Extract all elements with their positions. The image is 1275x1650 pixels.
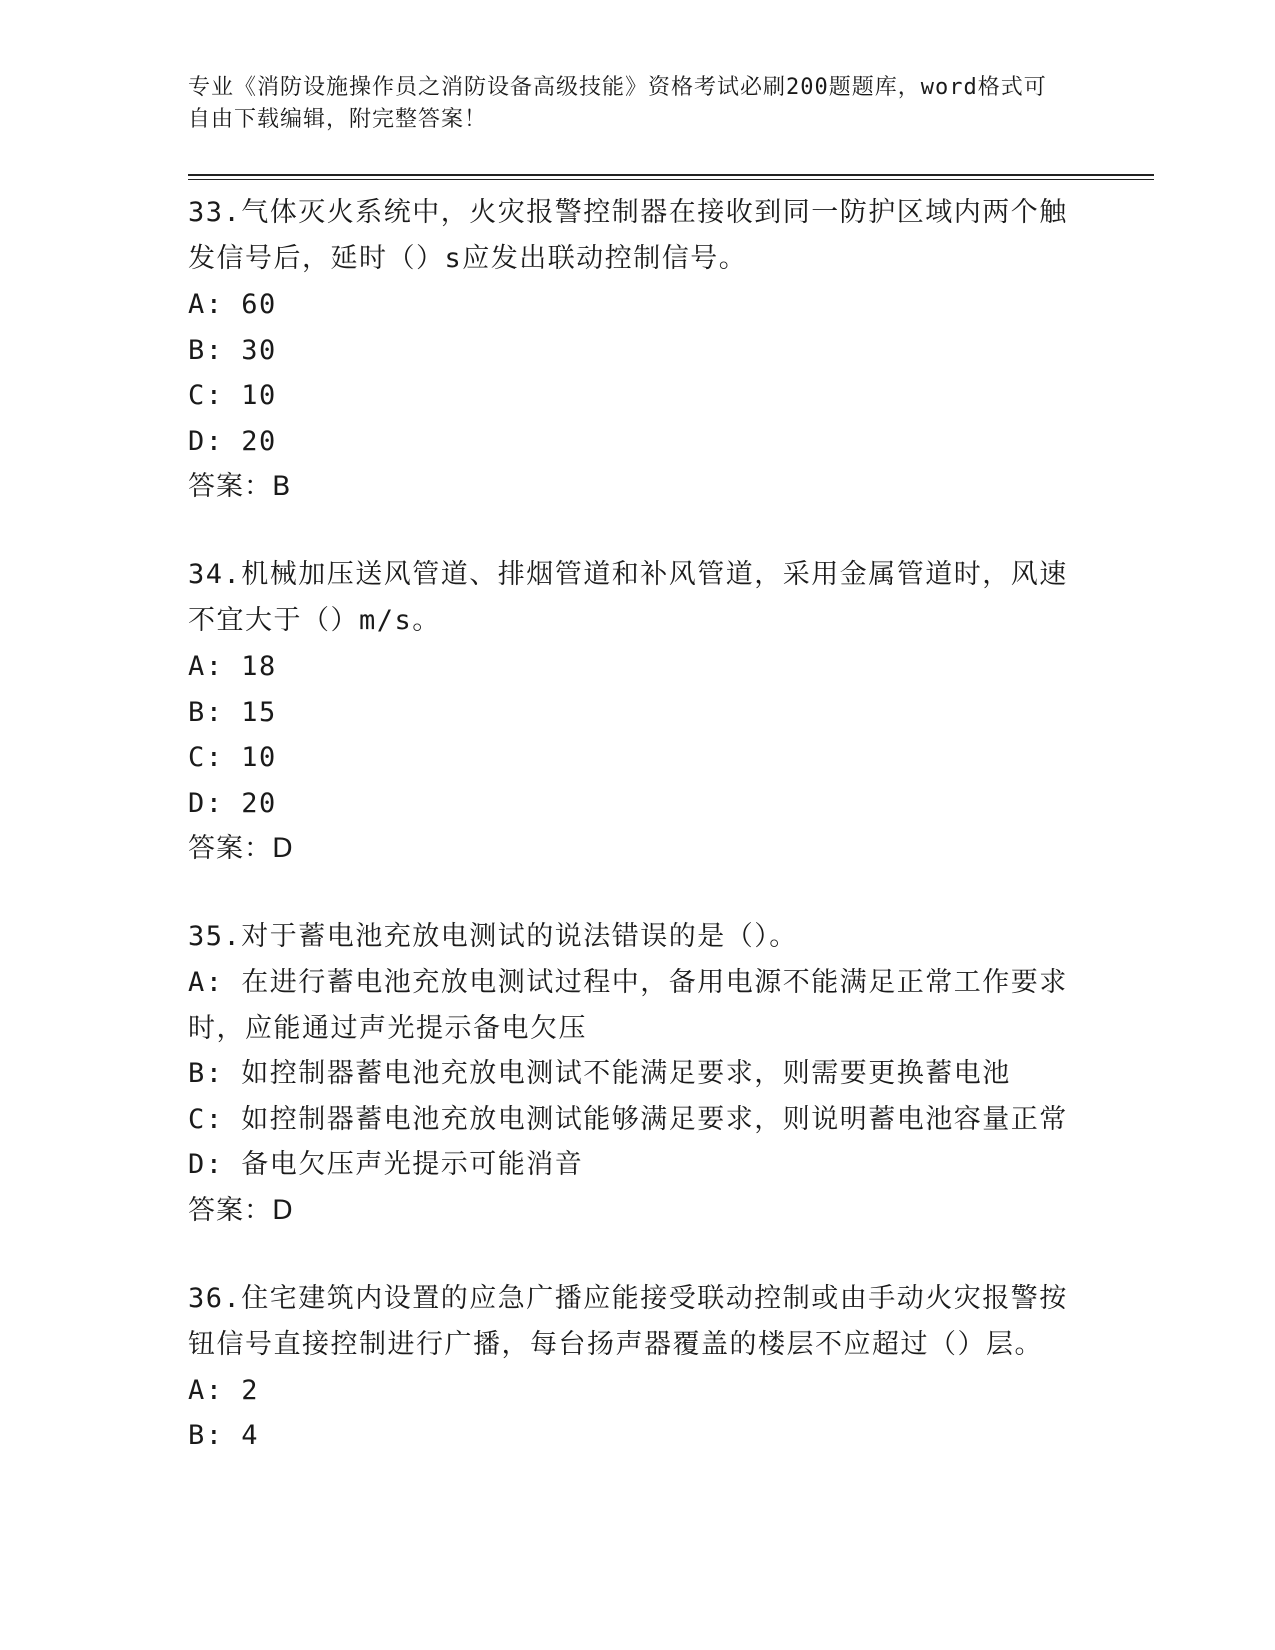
option-text: 18: [241, 651, 277, 682]
option-c: [188, 373, 1068, 419]
question-stem: 35.对于蓄电池充放电测试的说法错误的是（）。: [188, 921, 798, 952]
option-a: [188, 960, 1068, 1051]
option-text: 60: [241, 289, 277, 320]
option-label: B:: [188, 334, 224, 366]
option-d: [188, 419, 1068, 465]
option-label: C:: [188, 380, 224, 411]
answer-line: 答案：B: [188, 471, 292, 502]
option-label: D:: [188, 425, 224, 457]
option-text: 在进行蓄电池充放电测试过程中，备用电源不能满足正常工作要求时，应能通过声光提示备电欠压: [188, 967, 1068, 1044]
header-divider: [188, 174, 1154, 180]
option-text: 如控制器蓄电池充放电测试能够满足要求，则说明蓄电池容量正常: [241, 1103, 1068, 1135]
option-text: 30: [241, 334, 277, 366]
option-a: [188, 1368, 1068, 1414]
option-label: A:: [188, 289, 224, 320]
option-a: [188, 282, 1068, 328]
option-text: 10: [241, 742, 277, 773]
option-label: D:: [188, 787, 224, 819]
option-label: C:: [188, 742, 224, 773]
question-stem: 36.住宅建筑内设置的应急广播应能接受联动控制或由手动火灾报警按钮信号直接控制进行广播，每台扬声器覆盖的楼层不应超过（）层。: [188, 1282, 1068, 1360]
option-b: [188, 328, 1068, 374]
option-label: A:: [188, 1374, 224, 1406]
option-label: B:: [188, 696, 224, 728]
option-c: [188, 1097, 1068, 1143]
option-b: [188, 1051, 1068, 1097]
option-d: [188, 1142, 1068, 1188]
option-label: C:: [188, 1103, 224, 1135]
question-33: [188, 190, 1068, 510]
question-list: [188, 190, 1068, 1459]
option-label: A:: [188, 651, 224, 682]
option-text: 10: [241, 380, 277, 411]
option-label: A:: [188, 967, 224, 998]
document-page: [188, 72, 1154, 1501]
option-b: [188, 690, 1068, 736]
option-text: 20: [241, 425, 277, 457]
question-36: [188, 1276, 1068, 1459]
option-text: 如控制器蓄电池充放电测试不能满足要求，则需要更换蓄电池: [241, 1058, 1011, 1089]
option-label: B:: [188, 1058, 224, 1089]
option-text: 15: [241, 696, 277, 728]
option-label: D:: [188, 1149, 224, 1180]
answer-line: 答案：D: [188, 1194, 294, 1226]
option-c: [188, 735, 1068, 781]
option-a: [188, 644, 1068, 690]
question-stem: 34.机械加压送风管道、排烟管道和补风管道，采用金属管道时，风速不宜大于（）m/s。: [188, 559, 1068, 636]
option-label: B:: [188, 1420, 224, 1451]
document-header: 专业《消防设施操作员之消防设备高级技能》资格考试必刷200题题库，word格式可自由下载编辑，附完整答案！: [188, 75, 1047, 132]
option-text: 备电欠压声光提示可能消音: [241, 1149, 584, 1180]
option-text: 20: [241, 787, 277, 819]
answer-line: 答案：D: [188, 833, 294, 864]
option-b: [188, 1413, 1068, 1459]
question-35: [188, 914, 1068, 1234]
question-stem: 33.气体灭火系统中，火灾报警控制器在接收到同一防护区域内两个触发信号后，延时（）s应发出联动控制信号。: [188, 197, 1068, 274]
option-text: 4: [241, 1420, 260, 1451]
question-34: [188, 552, 1068, 872]
option-text: 2: [241, 1374, 260, 1406]
option-d: [188, 781, 1068, 827]
